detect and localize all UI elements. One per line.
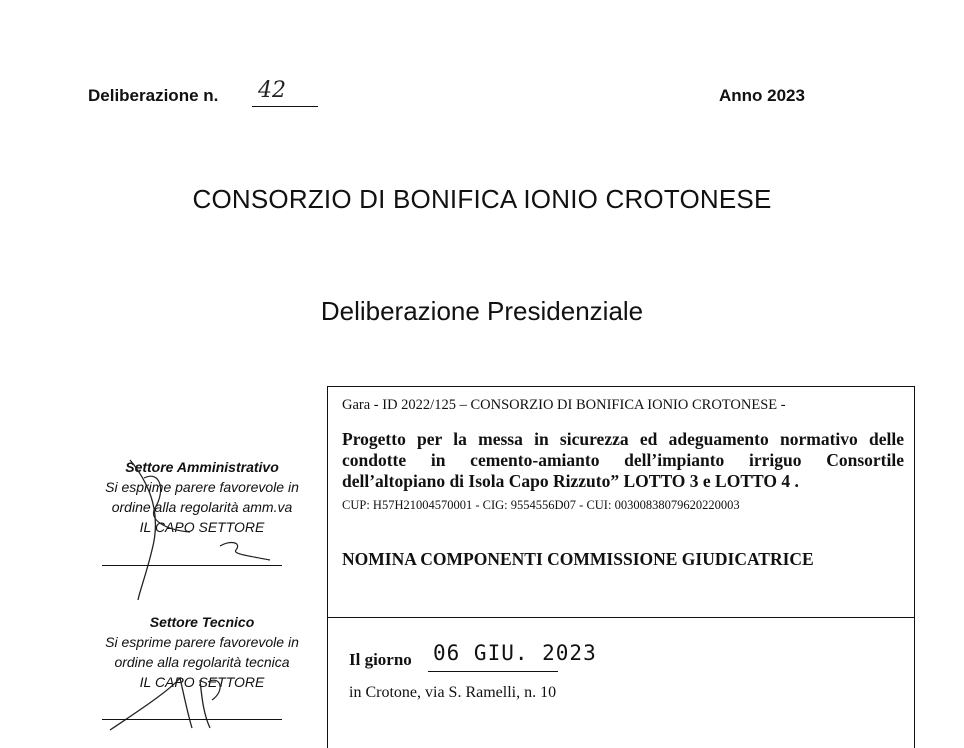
location-text: in Crotone, via S. Ramelli, n. 10 <box>349 684 557 701</box>
technical-opinion-line2: ordine alla regolarità tecnica <box>114 654 290 670</box>
technical-sector-title: Settore Tecnico <box>149 614 255 630</box>
administrative-opinion-line2: ordine alla regolarità amm.va <box>111 499 293 515</box>
date-underline <box>428 671 558 672</box>
administrative-sector-title: Settore Amministrativo <box>125 459 279 475</box>
document-type-title: Deliberazione Presidenziale <box>320 296 644 326</box>
administrative-opinion-line1: Si esprime parere favorevole in <box>105 479 299 495</box>
deliberation-number-handwritten: 42 <box>258 78 286 103</box>
administrative-head-label: IL CAPO SETTORE <box>139 519 265 535</box>
administrative-signature <box>100 450 300 610</box>
technical-signature <box>100 670 250 731</box>
technical-head-label: IL CAPO SETTORE <box>139 674 265 690</box>
technical-opinion-line1: Si esprime parere favorevole in <box>105 634 299 650</box>
project-description: Progetto per la messa in sicurezza ed adeguamento normativo delle condotte in cemento-amianto dell’impianto irriguo Consortile dell’altopiano di Isola Capo Rizzuto” LOTTO 3 e LOTTO 4 . <box>342 429 904 491</box>
date-stamp: 06 GIU. 2023 <box>433 641 597 665</box>
year-label: Anno 2023 <box>719 86 805 105</box>
nomination-title: NOMINA COMPONENTI COMMISSIONE GIUDICATRICE <box>342 549 814 569</box>
deliberation-number-underline <box>252 106 318 107</box>
date-label: Il giorno <box>349 650 412 669</box>
administrative-signature-line <box>102 565 282 566</box>
deliberation-number-label: Deliberazione n. <box>88 86 219 105</box>
project-codes: CUP: H57H21004570001 - CIG: 9554556D07 - CUI: 00300838079620220003 <box>342 498 740 512</box>
organization-title: CONSORZIO DI BONIFICA IONIO CROTONESE <box>192 184 772 214</box>
tender-id: Gara - ID 2022/125 – CONSORZIO DI BONIFICA IONIO CROTONESE - <box>342 397 786 413</box>
technical-signature-line <box>102 719 282 720</box>
session-box <box>327 617 915 748</box>
